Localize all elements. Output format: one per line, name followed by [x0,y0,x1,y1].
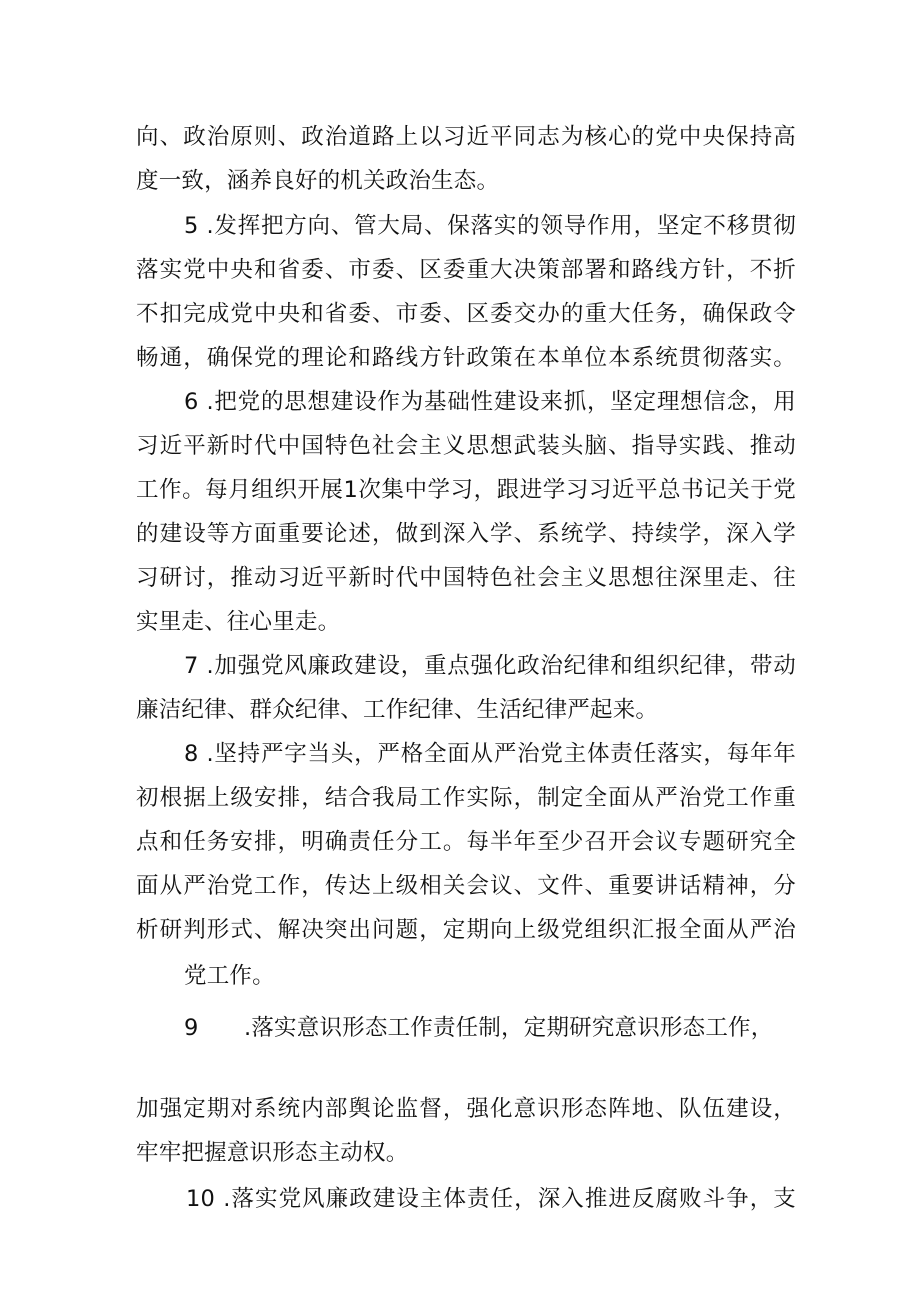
text-line: 党工作。 [184,963,275,989]
text-line: 的建设等方面重要论述，做到深入学、系统学、持续学，深入学 [136,521,796,547]
text-line: .落实意识形态工作责任制，定期研究意识形态工作， [244,1015,774,1041]
item-number: 9 [184,1015,199,1041]
text-line: 向、政治原则、政治道路上以习近平同志为核心的党中央保持高 [136,124,796,150]
text-line: 初根据上级安排，结合我局工作实际，制定全面从严治党工作重 [136,785,796,811]
text-line: 加强定期对系统内部舆论监督，强化意识形态阵地、队伍建设， [136,1096,796,1122]
text-line: 10 .落实党风廉政建设主体责任，深入推进反腐败斗争，支 [186,1186,796,1212]
text-line: 8 .坚持严字当头，严格全面从严治党主体责任落实，每年年 [184,741,796,767]
text-line: 点和任务安排，明确责任分工。每半年至少召开会议专题研究全 [136,829,796,855]
text-line: 畅通，确保党的理论和路线方针政策在本单位本系统贯彻落实。 [136,345,796,371]
text-line: 工作。每月组织开展1次集中学习，跟进学习习近平总书记关于党 [136,477,796,503]
text-line: 实里走、往心里走。 [136,609,341,635]
text-line: 不扣完成党中央和省委、市委、区委交办的重大任务，确保政令 [136,301,796,327]
text-line: 7 .加强党风廉政建设，重点强化政治纪律和组织纪律，带动 [184,653,796,679]
text-line: 牢牢把握意识形态主动权。 [136,1140,409,1166]
text-line: 习研讨，推动习近平新时代中国特色社会主义思想往深里走、往 [136,565,796,591]
text-line: 廉洁纪律、群众纪律、工作纪律、生活纪律严起来。 [136,697,659,723]
text-line: 5 .发挥把方向、管大局、保落实的领导作用，坚定不移贯彻 [184,213,796,239]
text-line: 面从严治党工作，传达上级相关会议、文件、重要讲话精神，分 [136,873,796,899]
text-line: 析研判形式、解决突出问题，定期向上级党组织汇报全面从严治 [136,917,796,943]
text-line: 落实党中央和省委、市委、区委重大决策部署和路线方针，不折 [136,257,796,283]
text-line: 6 .把党的思想建设作为基础性建设来抓，坚定理想信念，用 [184,389,796,415]
text-line: 习近平新时代中国特色社会主义思想武装头脑、指导实践、推动 [136,433,796,459]
text-line: 度一致，涵养良好的机关政治生态。 [136,168,500,194]
